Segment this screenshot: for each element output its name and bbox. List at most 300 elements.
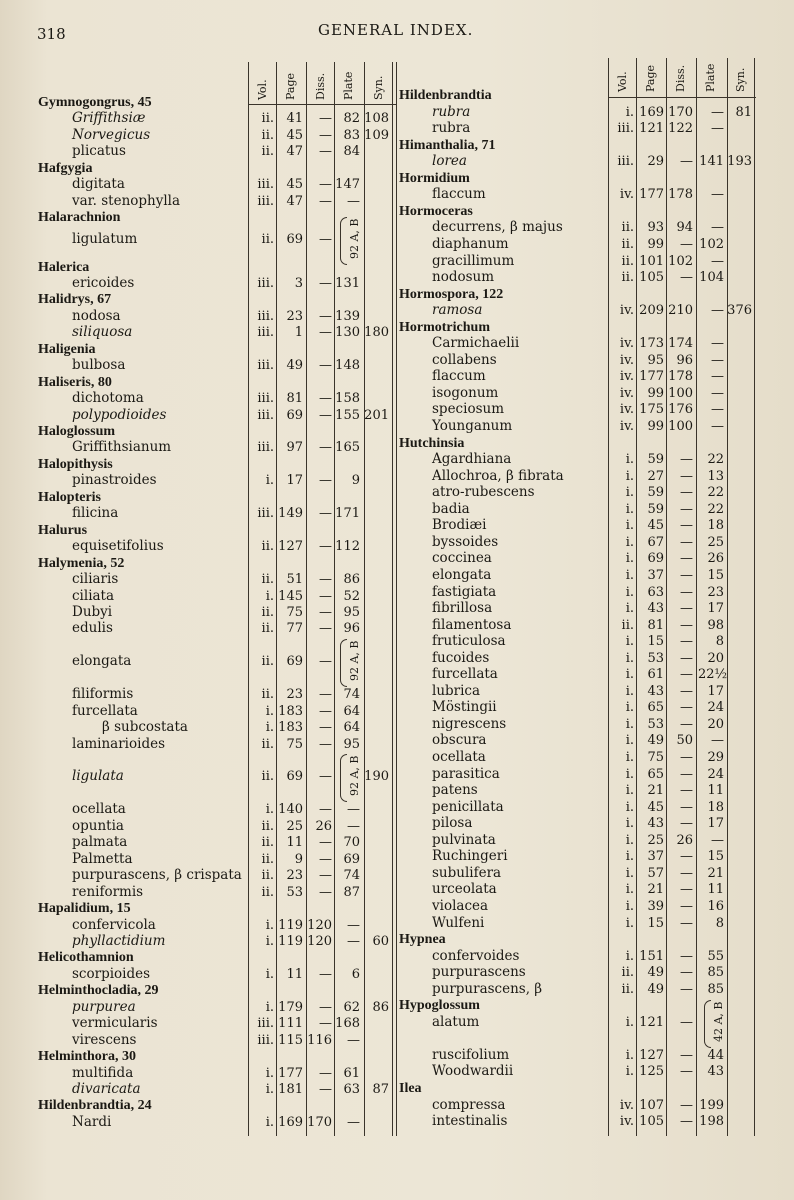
diss-cell: — <box>680 683 693 699</box>
diss-cell: 178 <box>668 187 693 203</box>
diss-cell: — <box>319 868 332 884</box>
page-cell: 45 <box>286 177 303 193</box>
vol-cell: i. <box>265 1082 274 1097</box>
plate-cell: 158 <box>335 391 360 407</box>
species-entry: pilosa <box>432 815 473 832</box>
plate-cell: — <box>347 933 360 949</box>
species-entry: obscura <box>432 732 487 749</box>
diss-cell: — <box>680 766 693 782</box>
plate-cell: 82 <box>343 111 360 127</box>
plate-cell: 139 <box>335 308 360 324</box>
genus-heading: Helminthocladia, 29 <box>38 983 159 999</box>
diss-cell: — <box>319 231 332 247</box>
diss-cell: — <box>319 720 332 736</box>
page-cell: 95 <box>647 352 664 368</box>
diss-cell: — <box>680 534 693 550</box>
page-cell: 140 <box>278 802 303 818</box>
species-entry: rubra <box>432 120 471 137</box>
species-entry: ciliaris <box>72 571 119 588</box>
genus-heading: Halarachnion <box>38 210 121 226</box>
vol-cell: ii. <box>261 539 274 555</box>
page-cell: 69 <box>647 551 664 567</box>
plate-cell: 168 <box>335 1016 360 1032</box>
vol-cell: i. <box>625 1014 634 1030</box>
page-cell: 49 <box>647 965 664 981</box>
species-entry: edulis <box>72 620 113 637</box>
page-cell: 23 <box>286 868 303 884</box>
diss-cell: — <box>680 915 693 931</box>
vol-cell: iv. <box>619 1097 634 1113</box>
diss-cell: — <box>680 518 693 534</box>
plate-cell: — <box>711 253 724 269</box>
page-cell: 169 <box>639 104 664 120</box>
vol-cell: ii. <box>621 617 634 633</box>
vol-cell: iii. <box>257 308 274 324</box>
plate-cell: — <box>711 402 724 418</box>
page-cell: 39 <box>647 898 664 914</box>
plate-cell: — <box>711 832 724 848</box>
diss-cell: — <box>680 650 693 666</box>
diss-cell: — <box>680 667 693 683</box>
page-cell: 15 <box>647 634 664 650</box>
plate-cell: 13 <box>707 468 724 484</box>
species-entry: phyllactidium <box>72 932 166 949</box>
page-cell: 75 <box>286 604 303 620</box>
species-entry: plicatus <box>72 143 126 160</box>
page-cell: 177 <box>639 187 664 203</box>
diss-cell: — <box>680 750 693 765</box>
page-cell: 21 <box>647 882 664 898</box>
plate-cell: 29 <box>707 750 724 765</box>
plate-brace-label: 92 A, B <box>348 755 361 797</box>
vol-cell: i. <box>265 802 274 818</box>
genus-heading: Haloglossum <box>38 424 116 439</box>
plate-cell: 8 <box>715 634 724 650</box>
page-cell: 53 <box>286 884 303 900</box>
species-entry: gracillimum <box>432 252 515 269</box>
page-cell: 59 <box>647 485 664 501</box>
species-entry: ruscifolium <box>432 1046 510 1063</box>
page-cell: 49 <box>647 733 664 749</box>
plate-cell: 85 <box>707 981 724 997</box>
page-cell: 47 <box>286 144 303 160</box>
vol-cell: ii. <box>621 965 634 981</box>
diss-cell: — <box>680 501 693 517</box>
species-entry: polypodioides <box>72 406 167 423</box>
plate-cell: 198 <box>699 1114 724 1130</box>
page-cell: 183 <box>278 703 303 719</box>
plate-cell: 8 <box>715 915 724 931</box>
diss-cell: — <box>319 473 332 489</box>
species-entry: filiformis <box>72 686 134 703</box>
plate-cell: 96 <box>343 621 360 637</box>
page-cell: 99 <box>647 419 664 434</box>
diss-cell: — <box>319 407 332 423</box>
page-cell: 69 <box>286 407 303 423</box>
species-entry: fucoides <box>432 649 490 666</box>
page-cell: 63 <box>647 584 664 600</box>
diss-cell: — <box>680 584 693 600</box>
page-cell: 23 <box>286 687 303 703</box>
genus-heading: Ilea <box>399 1081 422 1096</box>
diss-cell: — <box>680 1014 693 1030</box>
diss-cell: — <box>680 965 693 981</box>
header-vol: Vol. <box>256 79 269 100</box>
species-entry: elongata <box>432 566 492 583</box>
vol-cell: ii. <box>621 220 634 236</box>
vol-cell: iv. <box>619 303 634 319</box>
diss-cell: — <box>680 898 693 914</box>
species-entry: dichotoma <box>72 390 144 407</box>
genus-heading: Hormotrichum <box>399 319 490 335</box>
page-cell: 75 <box>647 750 664 765</box>
syn-cell: 60 <box>372 933 389 949</box>
syn-cell: 376 <box>727 303 752 319</box>
species-entry: Möstingii <box>432 699 497 716</box>
diss-cell: 174 <box>668 336 693 352</box>
plate-cell: 85 <box>707 965 724 981</box>
page-cell: 45 <box>647 799 664 815</box>
species-entry: subulifera <box>432 864 502 881</box>
page-cell: 209 <box>639 303 664 319</box>
vol-cell: i. <box>265 999 274 1015</box>
vol-cell: ii. <box>261 231 274 247</box>
page-cell: 47 <box>286 193 303 209</box>
diss-cell: — <box>680 783 693 799</box>
vol-cell: ii. <box>621 236 634 252</box>
plate-cell: 11 <box>707 882 724 898</box>
diss-cell: 120 <box>307 933 332 949</box>
vol-cell: i. <box>625 634 634 650</box>
vol-cell: i. <box>265 720 274 736</box>
species-entry: ocellata <box>432 749 486 765</box>
plate-cell: — <box>711 104 724 120</box>
plate-cell: 44 <box>707 1047 724 1063</box>
plate-cell: — <box>347 1114 360 1130</box>
diss-cell: — <box>680 849 693 865</box>
plate-cell: — <box>711 352 724 368</box>
plate-cell: — <box>347 917 360 933</box>
plate-cell: 104 <box>699 270 724 286</box>
species-entry: furcellata <box>432 666 498 683</box>
species-entry: purpurea <box>72 998 136 1015</box>
species-entry: flaccum <box>432 368 486 385</box>
vol-cell: i. <box>625 518 634 534</box>
species-entry: Carmichaelii <box>432 335 520 352</box>
plate-cell: 62 <box>343 999 360 1015</box>
diss-cell: 122 <box>668 121 693 137</box>
vol-cell: i. <box>265 1065 274 1081</box>
plate-cell: 69 <box>343 851 360 867</box>
vol-cell: ii. <box>261 818 274 834</box>
diss-cell: — <box>319 440 332 456</box>
plate-cell: 22½ <box>698 667 728 683</box>
page-cell: 29 <box>647 154 664 170</box>
plate-cell: 22 <box>707 452 724 468</box>
page-cell: 43 <box>647 816 664 832</box>
plate-cell: 26 <box>707 551 724 567</box>
plate-cell: 171 <box>335 506 360 522</box>
species-entry: parasitica <box>432 765 500 782</box>
species-entry: var. stenophylla <box>72 192 181 209</box>
vol-cell: i. <box>625 452 634 468</box>
diss-cell: — <box>680 468 693 484</box>
page-cell: 173 <box>639 336 664 352</box>
page-cell: 99 <box>647 385 664 401</box>
header-diss: Diss. <box>674 64 687 92</box>
species-entry: diaphanum <box>432 235 509 252</box>
plate-cell: — <box>711 187 724 203</box>
vol-cell: i. <box>265 588 274 604</box>
vol-cell: i. <box>625 485 634 501</box>
species-entry: Griffithsiæ <box>72 110 146 127</box>
diss-cell: — <box>680 1097 693 1113</box>
species-entry: purpurascens, β crispata <box>72 867 242 884</box>
page-cell: 25 <box>647 832 664 848</box>
plate-cell: 22 <box>707 485 724 501</box>
plate-cell: 95 <box>343 736 360 752</box>
genus-heading: Haliseris, 80 <box>38 374 112 390</box>
vol-cell: ii. <box>621 270 634 286</box>
genus-heading: Halymenia, 52 <box>38 555 125 571</box>
species-entry: ocellata <box>72 801 126 818</box>
page-cell: 23 <box>286 308 303 324</box>
plate-cell: 86 <box>343 572 360 588</box>
genus-heading: Hutchinsia <box>399 435 465 451</box>
diss-cell: — <box>680 816 693 832</box>
plate-cell: 15 <box>707 849 724 865</box>
vol-cell: i. <box>625 601 634 617</box>
diss-cell: — <box>319 572 332 588</box>
vol-cell: ii. <box>261 572 274 588</box>
page-cell: 127 <box>639 1047 664 1063</box>
species-entry: lorea <box>432 153 467 170</box>
header-plate: Plate <box>704 63 717 92</box>
genus-heading: Hormospora, 122 <box>399 286 504 302</box>
page-cell: 37 <box>647 849 664 865</box>
vol-cell: iii. <box>257 440 274 456</box>
header-plate: Plate <box>342 71 355 100</box>
vol-cell: iii. <box>257 391 274 407</box>
plate-cell: 20 <box>707 716 724 732</box>
page-cell: 81 <box>647 617 664 633</box>
diss-cell: — <box>319 144 332 160</box>
diss-cell: — <box>680 799 693 815</box>
page-cell: 67 <box>647 534 664 550</box>
page-cell: 145 <box>278 588 303 604</box>
page-cell: 21 <box>647 783 664 799</box>
page-cell: 75 <box>286 736 303 752</box>
page-cell: 119 <box>278 917 303 933</box>
plate-cell: — <box>711 303 724 319</box>
species-entry: scorpioides <box>72 965 151 982</box>
diss-cell: — <box>680 236 693 252</box>
diss-cell: — <box>319 539 332 555</box>
diss-cell: — <box>319 275 332 291</box>
page-cell: 101 <box>639 253 664 269</box>
species-entry: filicina <box>72 505 119 522</box>
diss-cell: — <box>319 604 332 620</box>
diss-cell: — <box>319 325 332 341</box>
species-entry: opuntia <box>72 817 124 834</box>
page-cell: 99 <box>647 236 664 252</box>
vol-cell: i. <box>625 832 634 848</box>
vol-cell: i. <box>625 799 634 815</box>
page-cell: 1 <box>294 325 303 341</box>
vol-cell: iii. <box>617 121 634 137</box>
syn-cell: 109 <box>364 127 389 143</box>
genus-heading: Halidrys, 67 <box>38 292 112 308</box>
diss-cell: — <box>319 999 332 1015</box>
vol-cell: iii. <box>257 1032 274 1048</box>
species-entry: Agardhiana <box>432 451 512 468</box>
plate-brace-label: 42 A, B <box>712 1001 725 1042</box>
plate-cell: — <box>711 369 724 385</box>
plate-cell: 52 <box>343 588 360 604</box>
page-cell: 125 <box>639 1064 664 1080</box>
page-cell: 45 <box>647 518 664 534</box>
header-syn: Syn. <box>734 67 747 92</box>
genus-heading: Hormoceras <box>399 203 473 219</box>
plate-cell: — <box>347 802 360 818</box>
genus-heading: Gymnogongrus, 45 <box>38 95 152 110</box>
syn-cell: 87 <box>372 1082 389 1097</box>
vol-cell: i. <box>625 650 634 666</box>
page-cell: 97 <box>286 440 303 456</box>
header-page: Page <box>284 72 297 100</box>
species-entry: pulvinata <box>432 831 496 848</box>
page-cell: 9 <box>294 851 303 867</box>
page-cell: 51 <box>286 572 303 588</box>
plate-cell: — <box>711 419 724 434</box>
vol-cell: i. <box>625 849 634 865</box>
species-entry: laminarioides <box>72 735 166 752</box>
diss-cell: — <box>319 358 332 374</box>
plate-cell: 22 <box>707 501 724 517</box>
plate-cell: — <box>347 1032 360 1048</box>
plate-cell: 148 <box>335 358 360 374</box>
species-entry: equisetifolius <box>72 538 164 555</box>
page-cell: 49 <box>286 358 303 374</box>
page-cell: 17 <box>286 473 303 489</box>
page-cell: 53 <box>647 716 664 732</box>
species-entry: intestinalis <box>432 1113 508 1130</box>
page-cell: 177 <box>278 1065 303 1081</box>
vol-cell: iv. <box>619 336 634 352</box>
diss-cell: 116 <box>307 1032 332 1048</box>
species-entry: fibrillosa <box>432 600 493 617</box>
page-cell: 37 <box>647 567 664 583</box>
plate-cell: — <box>711 220 724 236</box>
plate-cell: 24 <box>707 766 724 782</box>
page-cell: 65 <box>647 700 664 716</box>
diss-cell: — <box>680 1064 693 1080</box>
plate-cell: 165 <box>335 440 360 456</box>
page-cell: 11 <box>286 966 303 982</box>
species-entry: decurrens, β majus <box>432 219 563 236</box>
genus-heading: Hildenbrandtia <box>399 88 492 103</box>
header-page: Page <box>644 64 657 92</box>
vol-cell: i. <box>625 1064 634 1080</box>
vol-cell: i. <box>625 816 634 832</box>
plate-brace-label: 92 A, B <box>348 218 361 259</box>
diss-cell: 210 <box>668 303 693 319</box>
plate-brace <box>704 1000 711 1048</box>
diss-cell: 170 <box>307 1114 332 1130</box>
plate-cell: 16 <box>707 898 724 914</box>
page-cell: 179 <box>278 999 303 1015</box>
species-entry: collabens <box>432 351 497 368</box>
vol-cell: i. <box>625 584 634 600</box>
species-entry: Allochroa, β fibrata <box>432 467 564 484</box>
page-title: GENERAL INDEX. <box>318 21 474 39</box>
vol-cell: ii. <box>261 144 274 160</box>
vol-cell: i. <box>625 750 634 765</box>
diss-cell: — <box>680 452 693 468</box>
plate-cell: 20 <box>707 650 724 666</box>
vol-cell: i. <box>265 703 274 719</box>
diss-cell: — <box>319 391 332 407</box>
page-cell: 81 <box>286 391 303 407</box>
diss-cell: 100 <box>668 419 693 434</box>
vol-cell: i. <box>625 716 634 732</box>
vol-cell: i. <box>625 667 634 683</box>
plate-cell: — <box>347 193 360 209</box>
plate-cell: 17 <box>707 601 724 617</box>
species-entry: fruticulosa <box>432 633 506 650</box>
diss-cell: 94 <box>676 220 693 236</box>
species-entry: purpurascens, β <box>432 980 543 997</box>
diss-cell: — <box>680 981 693 997</box>
page-cell: 127 <box>278 539 303 555</box>
vol-cell: i. <box>625 766 634 782</box>
plate-brace <box>340 217 347 265</box>
vol-cell: iv. <box>619 1114 634 1130</box>
vol-cell: iv. <box>619 187 634 203</box>
species-entry: confervoides <box>432 947 520 964</box>
plate-cell: 64 <box>343 720 360 736</box>
species-entry: coccinea <box>432 550 492 567</box>
species-entry: β subcostata <box>102 719 188 736</box>
syn-cell: 190 <box>364 769 389 785</box>
species-entry: Palmetta <box>72 850 133 867</box>
species-entry: Brodiæi <box>432 517 487 534</box>
syn-cell: 180 <box>364 325 389 341</box>
page-cell: 65 <box>647 766 664 782</box>
vol-cell: i. <box>625 898 634 914</box>
vol-cell: i. <box>625 534 634 550</box>
diss-cell: — <box>319 835 332 851</box>
plate-cell: 55 <box>707 948 724 964</box>
vol-cell: i. <box>265 917 274 933</box>
genus-heading: Halopithysis <box>38 456 113 472</box>
page-cell: 53 <box>647 650 664 666</box>
diss-cell: — <box>319 588 332 604</box>
page-cell: 25 <box>286 818 303 834</box>
species-entry: speciosum <box>432 401 504 418</box>
header-syn: Syn. <box>372 75 385 100</box>
vol-cell: ii. <box>261 687 274 703</box>
diss-cell: — <box>319 884 332 900</box>
plate-cell: 18 <box>707 799 724 815</box>
species-entry: compressa <box>432 1096 506 1113</box>
genus-heading: Halerica <box>38 259 90 275</box>
vol-cell: iii. <box>257 358 274 374</box>
diss-cell: — <box>319 802 332 818</box>
plate-cell: 11 <box>707 783 724 799</box>
genus-heading: Helicothamnion <box>38 950 134 966</box>
species-entry: nigrescens <box>432 715 507 732</box>
